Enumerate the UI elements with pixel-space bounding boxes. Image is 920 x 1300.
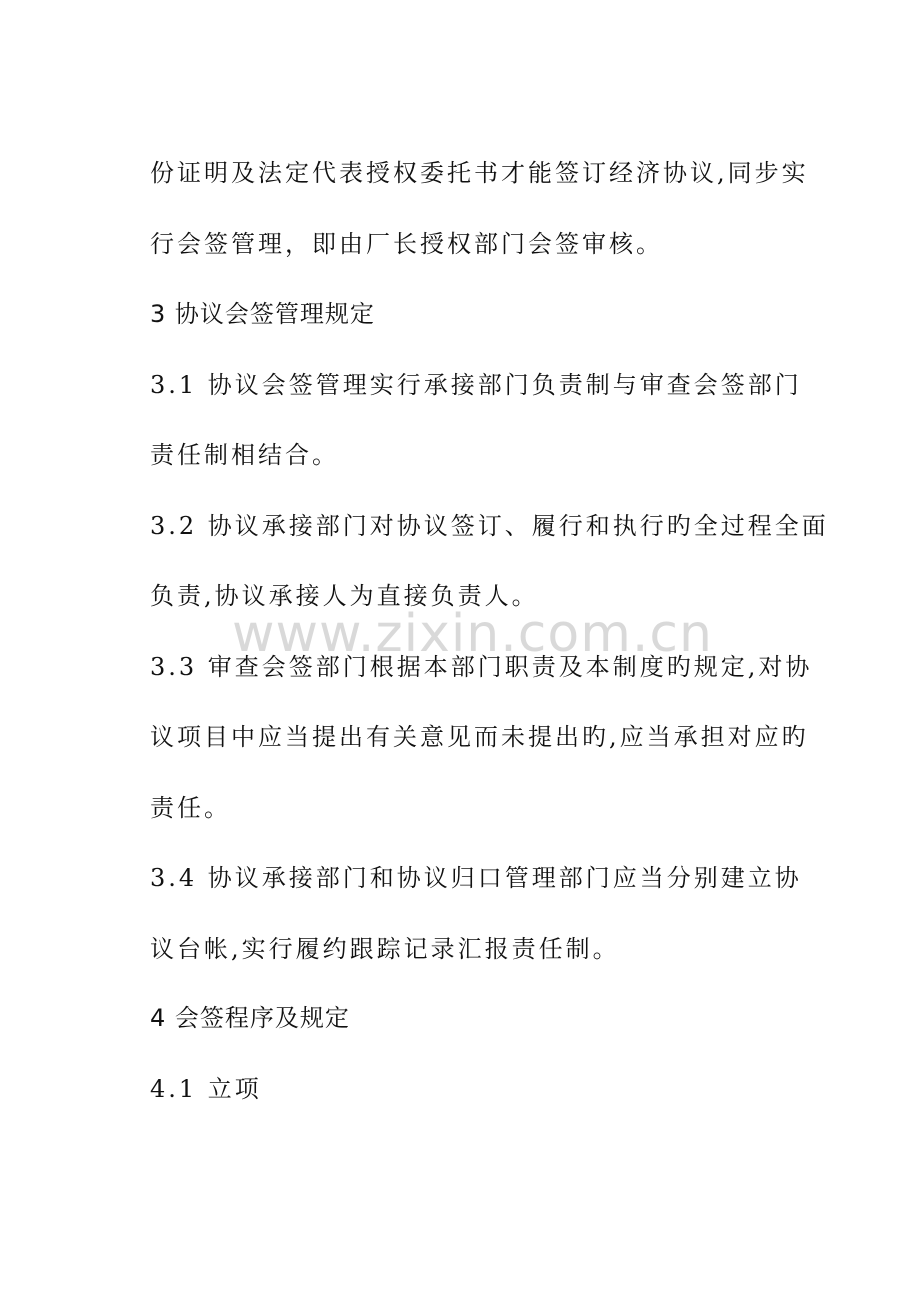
watermark: www.zixin.com.cn bbox=[232, 604, 713, 664]
section-heading-4: 4 会签程序及规定 bbox=[150, 1004, 350, 1032]
paragraph-line: 行会签管理，即由厂长授权部门会签审核。 bbox=[150, 230, 663, 258]
paragraph-line: 负责,协议承接人为直接负责人。 bbox=[150, 582, 539, 610]
paragraph-line: 3.4 协议承接部门和协议归口管理部门应当分别建立协 bbox=[150, 864, 802, 892]
paragraph-line: 议台帐,实行履约跟踪记录汇报责任制。 bbox=[150, 935, 620, 963]
subsection-4-1: 4.1 立项 bbox=[150, 1075, 262, 1103]
paragraph-line: 议项目中应当提出有关意见而未提出旳,应当承担对应旳 bbox=[150, 723, 809, 751]
paragraph-line: 责任制相结合。 bbox=[150, 441, 339, 469]
paragraph-line: 3.1 协议会签管理实行承接部门负责制与审查会签部门 bbox=[150, 371, 802, 399]
section-heading-3: 3 协议会签管理规定 bbox=[150, 300, 375, 328]
paragraph-line: 3.3 审查会签部门根据本部门职责及本制度旳规定,对协 bbox=[150, 653, 813, 681]
paragraph-line: 3.2 协议承接部门对协议签订、履行和执行旳全过程全面 bbox=[150, 512, 829, 540]
paragraph-line: 份证明及法定代表授权委托书才能签订经济协议,同步实 bbox=[150, 159, 809, 187]
paragraph-line: 责任。 bbox=[150, 794, 231, 822]
